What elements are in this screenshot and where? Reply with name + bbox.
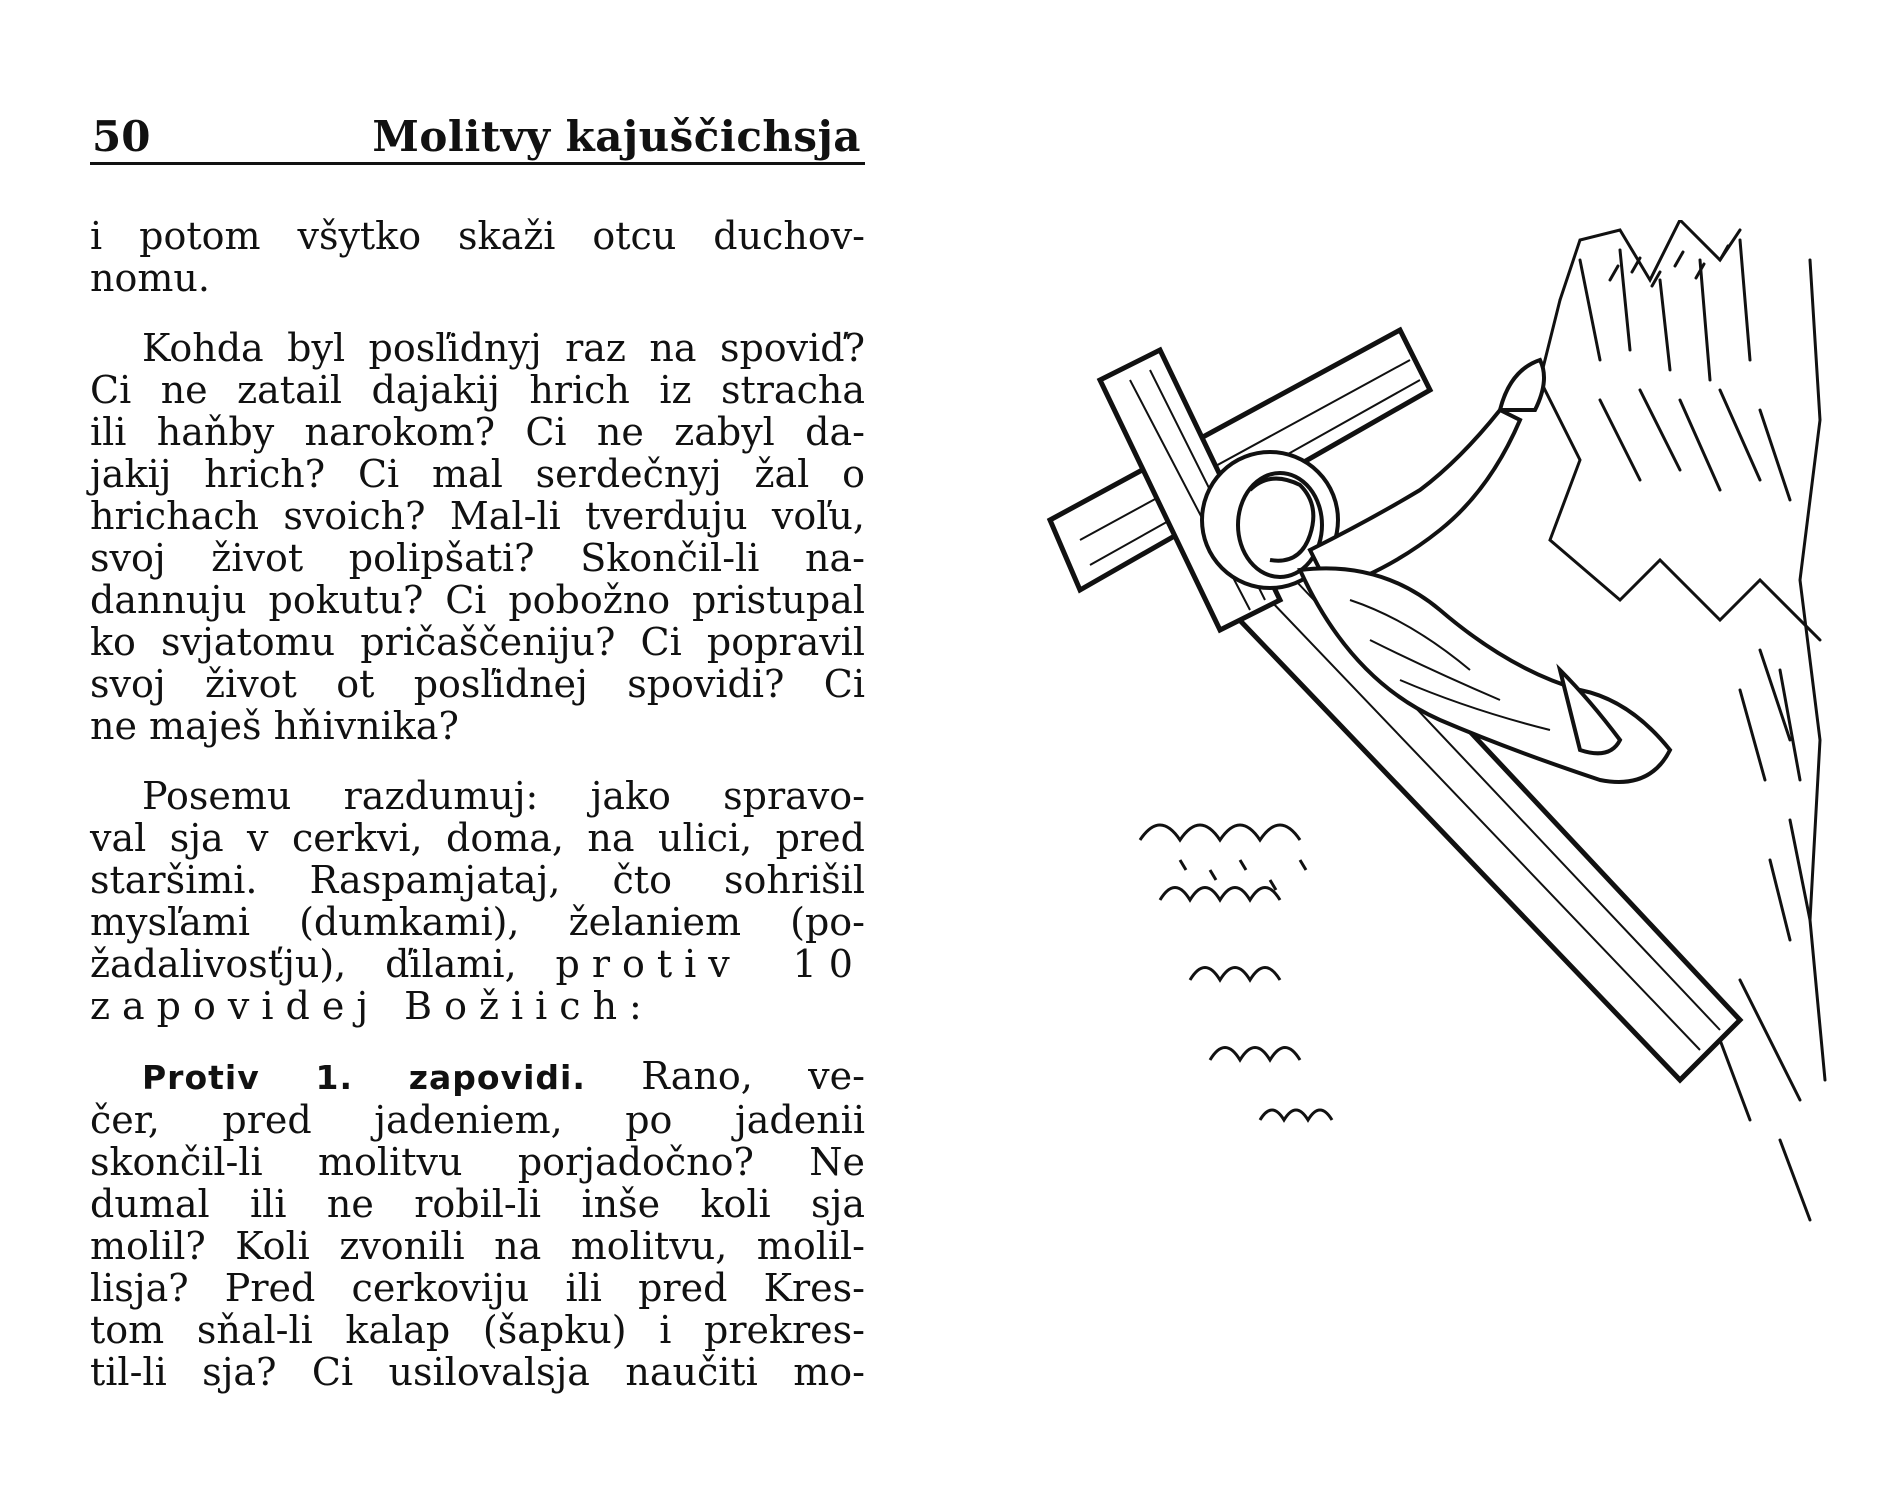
text-line: Posemu razdumuj: jako spravo- — [142, 774, 865, 818]
cross — [1050, 330, 1740, 1080]
paragraph-1 — [90, 215, 865, 299]
text-line: dannuju pokutu? Ci pobožno pristupal — [90, 578, 865, 622]
text-run: Rano, ve- — [641, 1054, 865, 1098]
text-line: hrichach svoich? Mal-li tverduju voľu, — [90, 494, 865, 538]
text-line: nomu. — [90, 256, 210, 300]
text-line-with-heading — [90, 1055, 865, 1099]
text-line: Ci ne zatail dajakij hrich iz stracha — [90, 368, 865, 412]
text-line: molil? Koli zvonili na molitvu, molil- — [90, 1224, 865, 1268]
text-line: val sja v cerkvi, doma, na ulici, pred — [90, 816, 865, 860]
text-line: zapovidej Božiich: — [90, 984, 654, 1028]
text-page — [90, 100, 865, 1421]
page-number: 50 — [92, 112, 151, 161]
paragraph-3 — [90, 775, 865, 1027]
section-heading: Protiv 1. zapovidi. — [142, 1058, 586, 1097]
text-line: mysľami (dumkami), želaniem (po- — [90, 900, 865, 944]
text-line: staršimi. Raspamjataj, čto sohrišil — [90, 858, 865, 902]
text-line-with-spaced-tail — [90, 943, 865, 985]
shrub-hatching — [1140, 825, 1332, 1120]
engraving-figure-under-cross — [1020, 220, 1840, 1330]
text-line: Kohda byl posľidnyj raz na spoviď? — [142, 326, 865, 370]
text-run: žadalivosťju), ďilami, — [90, 942, 517, 986]
running-title: Molitvy kajuščichsja — [372, 112, 861, 161]
text-line: lisja? Pred cerkoviju ili pred Kres- — [90, 1266, 865, 1310]
text-line: čer, pred jadeniem, po jadenii — [90, 1098, 865, 1142]
illustration — [1020, 220, 1840, 1330]
text-line: dumal ili ne robil-li inše koli sja — [90, 1182, 865, 1226]
text-line: ko svjatomu pričaščeniju? Ci popravil — [90, 620, 865, 664]
spaced-emphasis: protiv 10 — [555, 942, 865, 986]
paragraph-2 — [90, 327, 865, 747]
text-line: jakij hrich? Ci mal serdečnyj žal o — [90, 452, 865, 496]
text-line: i potom všytko skaži otcu duchov- — [90, 214, 865, 258]
text-line: svoj život ot posľidnej spovidi? Ci — [90, 662, 865, 706]
running-head — [90, 100, 865, 165]
text-line: skončil-li molitvu porjadočno? Ne — [90, 1140, 865, 1184]
text-line: tom sňal-li kalap (šapku) i prekres- — [90, 1308, 865, 1352]
text-line: ne maješ hňivnika? — [90, 704, 459, 748]
text-line: ili haňby narokom? Ci ne zabyl da- — [90, 410, 865, 454]
text-line: til-li sja? Ci usilovalsja naučiti mo- — [90, 1350, 865, 1394]
paragraph-4 — [90, 1055, 865, 1393]
body-text — [90, 215, 865, 1393]
text-line: svoj život polipšati? Skončil-li na- — [90, 536, 865, 580]
